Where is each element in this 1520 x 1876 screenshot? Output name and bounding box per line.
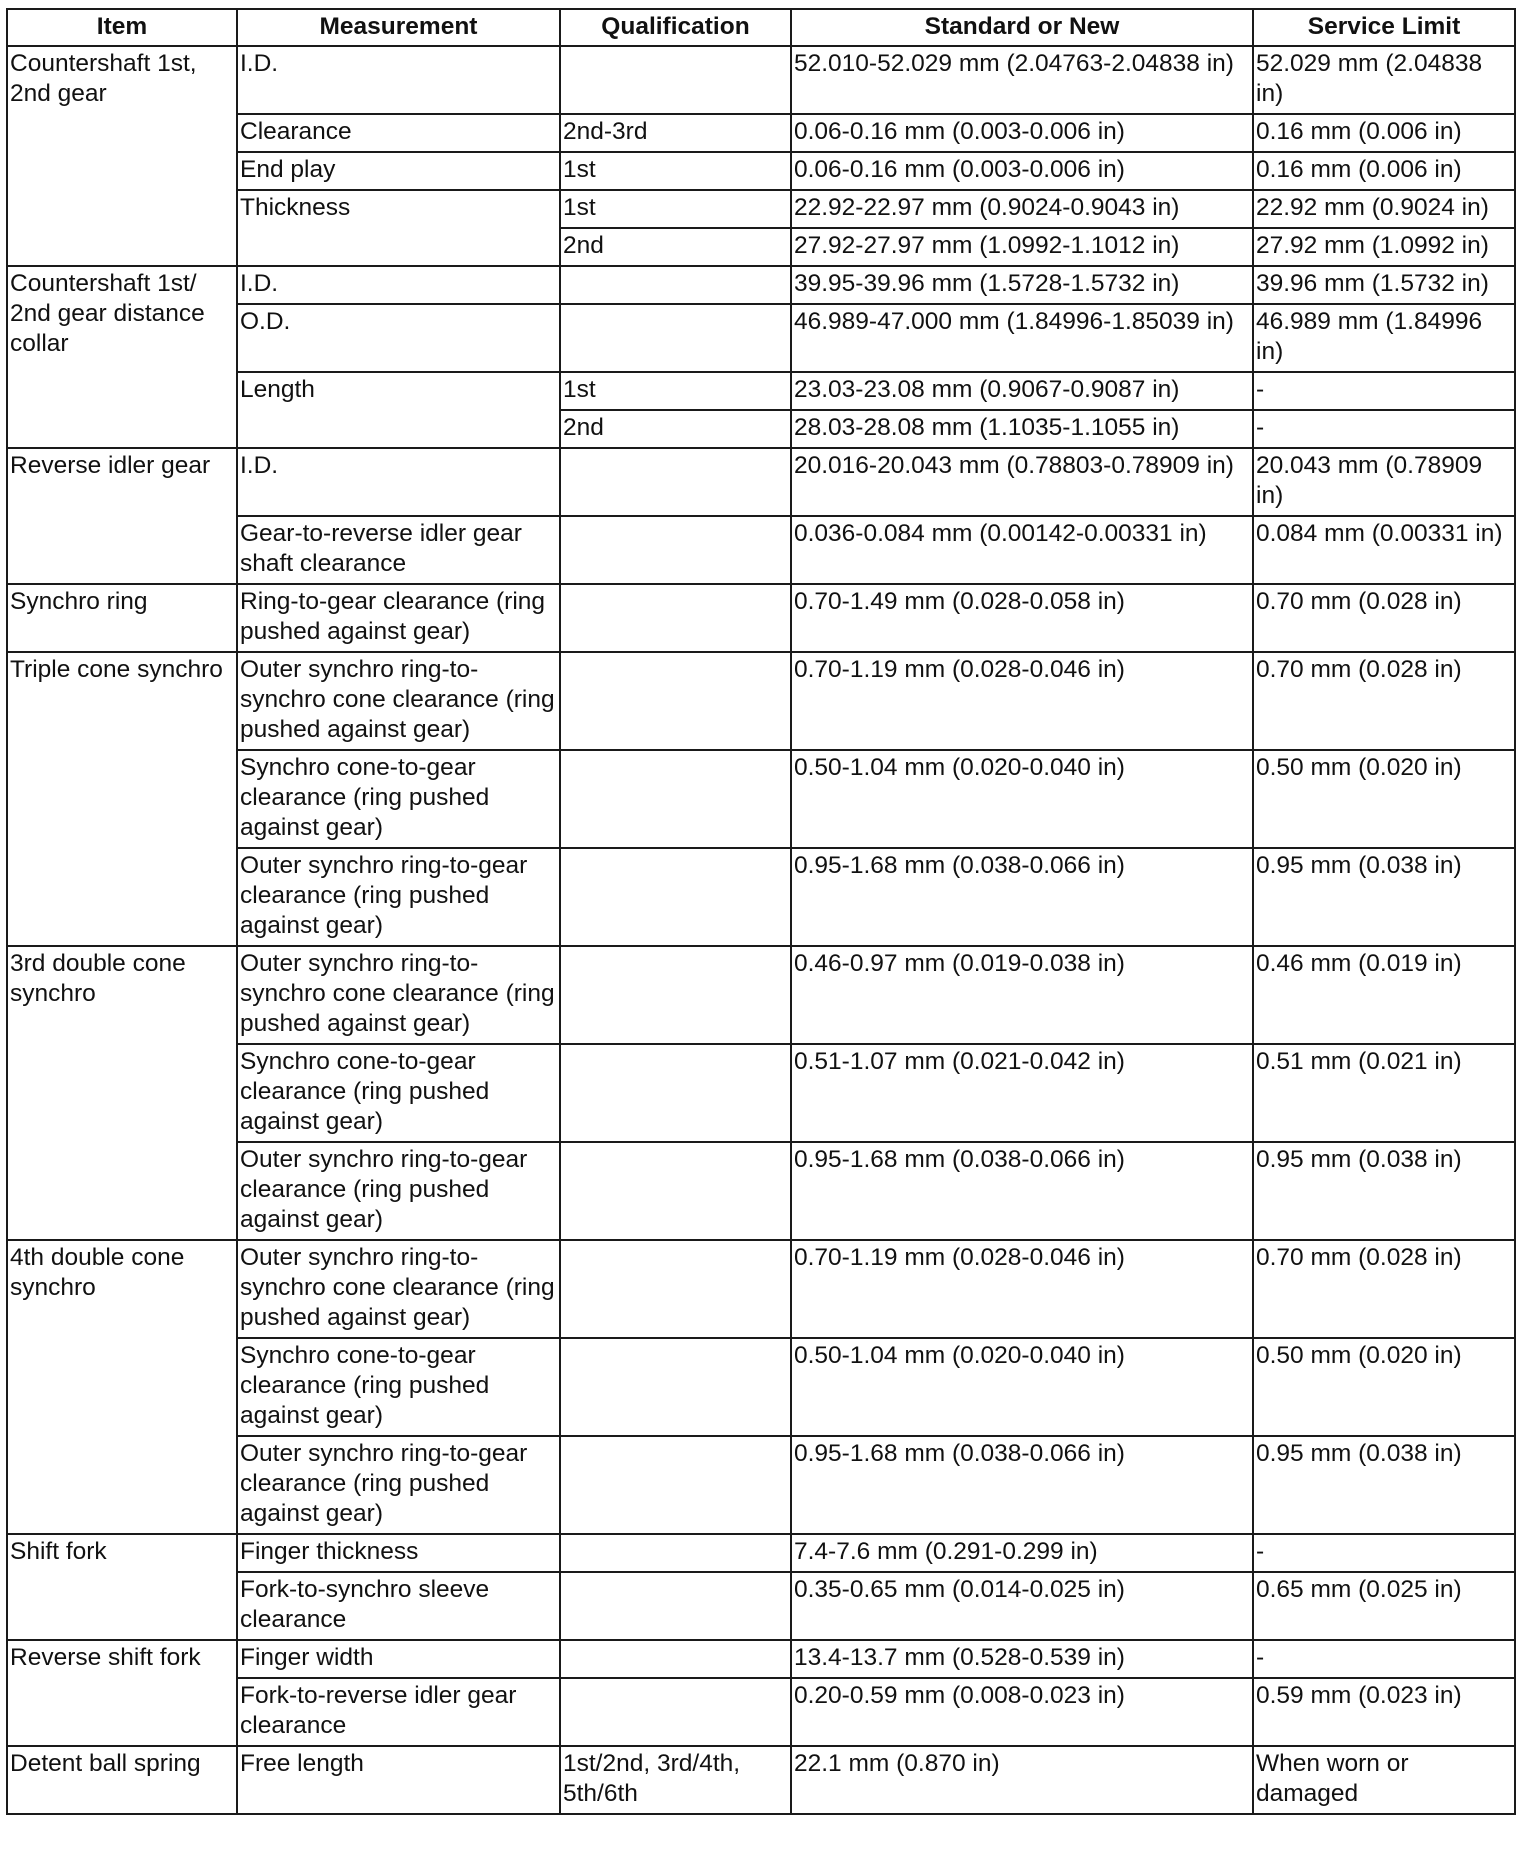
service-limit-cell: - (1253, 1640, 1515, 1678)
standard-cell: 28.03-28.08 mm (1.1035-1.1055 in) (791, 410, 1253, 448)
qualification-cell (560, 1640, 791, 1678)
measurement-cell: Outer synchro ring-to-synchro cone clearance (ring pushed against gear) (237, 946, 560, 1044)
service-limit-cell: 0.70 mm (0.028 in) (1253, 584, 1515, 652)
standard-cell: 0.20-0.59 mm (0.008-0.023 in) (791, 1678, 1253, 1746)
spec-table (6, 8, 1516, 1815)
measurement-cell: Outer synchro ring-to-synchro cone clearance (ring pushed against gear) (237, 1240, 560, 1338)
service-limit-cell: 0.51 mm (0.021 in) (1253, 1044, 1515, 1142)
qualification-cell: 1st (560, 152, 791, 190)
standard-cell: 0.51-1.07 mm (0.021-0.042 in) (791, 1044, 1253, 1142)
service-limit-cell: 20.043 mm (0.78909 in) (1253, 448, 1515, 516)
standard-cell: 0.70-1.49 mm (0.028-0.058 in) (791, 584, 1253, 652)
measurement-cell: Finger thickness (237, 1534, 560, 1572)
service-limit-cell: 39.96 mm (1.5732 in) (1253, 266, 1515, 304)
measurement-cell: Synchro cone-to-gear clearance (ring pushed against gear) (237, 1338, 560, 1436)
qualification-cell (560, 652, 791, 750)
item-cell: Reverse idler gear (7, 448, 237, 584)
measurement-cell: Outer synchro ring-to-gear clearance (ring pushed against gear) (237, 1142, 560, 1240)
service-limit-cell: 0.95 mm (0.038 in) (1253, 848, 1515, 946)
standard-cell: 52.010-52.029 mm (2.04763-2.04838 in) (791, 46, 1253, 114)
standard-cell: 0.95-1.68 mm (0.038-0.066 in) (791, 1436, 1253, 1534)
measurement-cell: Clearance (237, 114, 560, 152)
standard-cell: 7.4-7.6 mm (0.291-0.299 in) (791, 1534, 1253, 1572)
qualification-cell: 1st/2nd, 3rd/4th, 5th/6th (560, 1746, 791, 1814)
table-row (7, 448, 1515, 516)
table-row (7, 946, 1515, 1044)
measurement-cell: I.D. (237, 266, 560, 304)
qualification-cell (560, 1678, 791, 1746)
standard-cell: 0.50-1.04 mm (0.020-0.040 in) (791, 750, 1253, 848)
standard-cell: 0.95-1.68 mm (0.038-0.066 in) (791, 848, 1253, 946)
measurement-cell: Length (237, 372, 560, 448)
qualification-cell (560, 750, 791, 848)
measurement-cell: Thickness (237, 190, 560, 266)
item-cell: 4th double cone synchro (7, 1240, 237, 1534)
standard-cell: 0.06-0.16 mm (0.003-0.006 in) (791, 114, 1253, 152)
item-cell: Synchro ring (7, 584, 237, 652)
standard-cell: 39.95-39.96 mm (1.5728-1.5732 in) (791, 266, 1253, 304)
standard-cell: 22.1 mm (0.870 in) (791, 1746, 1253, 1814)
item-cell: Countershaft 1st, 2nd gear (7, 46, 237, 266)
standard-cell: 27.92-27.97 mm (1.0992-1.1012 in) (791, 228, 1253, 266)
measurement-cell: Outer synchro ring-to-synchro cone clearance (ring pushed against gear) (237, 652, 560, 750)
service-limit-cell: 0.50 mm (0.020 in) (1253, 1338, 1515, 1436)
item-cell: Shift fork (7, 1534, 237, 1640)
measurement-cell: Synchro cone-to-gear clearance (ring pushed against gear) (237, 1044, 560, 1142)
standard-cell: 0.06-0.16 mm (0.003-0.006 in) (791, 152, 1253, 190)
standard-cell: 0.95-1.68 mm (0.038-0.066 in) (791, 1142, 1253, 1240)
service-limit-cell: 0.46 mm (0.019 in) (1253, 946, 1515, 1044)
qualification-cell (560, 1534, 791, 1572)
service-limit-cell: When worn or damaged (1253, 1746, 1515, 1814)
service-limit-cell: 0.95 mm (0.038 in) (1253, 1142, 1515, 1240)
header-measurement: Measurement (237, 9, 560, 46)
service-limit-cell: 0.16 mm (0.006 in) (1253, 152, 1515, 190)
table-row (7, 266, 1515, 304)
header-standard: Standard or New (791, 9, 1253, 46)
service-limit-cell: 0.65 mm (0.025 in) (1253, 1572, 1515, 1640)
qualification-cell (560, 1044, 791, 1142)
measurement-cell: Outer synchro ring-to-gear clearance (ring pushed against gear) (237, 1436, 560, 1534)
table-row (7, 1534, 1515, 1572)
table-row (7, 1640, 1515, 1678)
standard-cell: 13.4-13.7 mm (0.528-0.539 in) (791, 1640, 1253, 1678)
qualification-cell: 2nd (560, 228, 791, 266)
table-row (7, 584, 1515, 652)
qualification-cell: 1st (560, 372, 791, 410)
measurement-cell: O.D. (237, 304, 560, 372)
service-limit-cell: 0.70 mm (0.028 in) (1253, 1240, 1515, 1338)
item-cell: Countershaft 1st/ 2nd gear distance collar (7, 266, 237, 448)
qualification-cell: 2nd (560, 410, 791, 448)
measurement-cell: I.D. (237, 448, 560, 516)
service-limit-cell: 0.59 mm (0.023 in) (1253, 1678, 1515, 1746)
qualification-cell (560, 1240, 791, 1338)
service-limit-cell: 22.92 mm (0.9024 in) (1253, 190, 1515, 228)
standard-cell: 22.92-22.97 mm (0.9024-0.9043 in) (791, 190, 1253, 228)
service-limit-cell: 0.084 mm (0.00331 in) (1253, 516, 1515, 584)
service-limit-cell: 52.029 mm (2.04838 in) (1253, 46, 1515, 114)
item-cell: Reverse shift fork (7, 1640, 237, 1746)
qualification-cell (560, 448, 791, 516)
table-body (7, 46, 1515, 1814)
qualification-cell (560, 266, 791, 304)
measurement-cell: End play (237, 152, 560, 190)
qualification-cell (560, 1572, 791, 1640)
standard-cell: 0.35-0.65 mm (0.014-0.025 in) (791, 1572, 1253, 1640)
service-limit-cell: - (1253, 372, 1515, 410)
measurement-cell: Free length (237, 1746, 560, 1814)
qualification-cell (560, 946, 791, 1044)
table-row (7, 652, 1515, 750)
standard-cell: 23.03-23.08 mm (0.9067-0.9087 in) (791, 372, 1253, 410)
service-limit-cell: 46.989 mm (1.84996 in) (1253, 304, 1515, 372)
measurement-cell: Outer synchro ring-to-gear clearance (ring pushed against gear) (237, 848, 560, 946)
header-row (7, 9, 1515, 46)
header-item: Item (7, 9, 237, 46)
qualification-cell (560, 516, 791, 584)
service-limit-cell: 27.92 mm (1.0992 in) (1253, 228, 1515, 266)
standard-cell: 0.50-1.04 mm (0.020-0.040 in) (791, 1338, 1253, 1436)
service-limit-cell: 0.50 mm (0.020 in) (1253, 750, 1515, 848)
measurement-cell: Finger width (237, 1640, 560, 1678)
measurement-cell: I.D. (237, 46, 560, 114)
standard-cell: 0.70-1.19 mm (0.028-0.046 in) (791, 1240, 1253, 1338)
standard-cell: 20.016-20.043 mm (0.78803-0.78909 in) (791, 448, 1253, 516)
measurement-cell: Synchro cone-to-gear clearance (ring pushed against gear) (237, 750, 560, 848)
qualification-cell (560, 1338, 791, 1436)
qualification-cell (560, 848, 791, 946)
service-limit-cell: - (1253, 1534, 1515, 1572)
qualification-cell (560, 584, 791, 652)
header-qualification: Qualification (560, 9, 791, 46)
standard-cell: 46.989-47.000 mm (1.84996-1.85039 in) (791, 304, 1253, 372)
qualification-cell (560, 46, 791, 114)
measurement-cell: Fork-to-synchro sleeve clearance (237, 1572, 560, 1640)
table-row (7, 1746, 1515, 1814)
item-cell: Triple cone synchro (7, 652, 237, 946)
standard-cell: 0.70-1.19 mm (0.028-0.046 in) (791, 652, 1253, 750)
qualification-cell (560, 1436, 791, 1534)
qualification-cell: 1st (560, 190, 791, 228)
service-limit-cell: 0.16 mm (0.006 in) (1253, 114, 1515, 152)
table-row (7, 1240, 1515, 1338)
item-cell: Detent ball spring (7, 1746, 237, 1814)
service-limit-cell: - (1253, 410, 1515, 448)
spec-table-container (6, 8, 1514, 1815)
standard-cell: 0.036-0.084 mm (0.00142-0.00331 in) (791, 516, 1253, 584)
measurement-cell: Ring-to-gear clearance (ring pushed against gear) (237, 584, 560, 652)
service-limit-cell: 0.70 mm (0.028 in) (1253, 652, 1515, 750)
qualification-cell (560, 1142, 791, 1240)
measurement-cell: Fork-to-reverse idler gear clearance (237, 1678, 560, 1746)
qualification-cell (560, 304, 791, 372)
standard-cell: 0.46-0.97 mm (0.019-0.038 in) (791, 946, 1253, 1044)
header-service-limit: Service Limit (1253, 9, 1515, 46)
table-row (7, 46, 1515, 114)
item-cell: 3rd double cone synchro (7, 946, 237, 1240)
service-limit-cell: 0.95 mm (0.038 in) (1253, 1436, 1515, 1534)
measurement-cell: Gear-to-reverse idler gear shaft clearance (237, 516, 560, 584)
qualification-cell: 2nd-3rd (560, 114, 791, 152)
